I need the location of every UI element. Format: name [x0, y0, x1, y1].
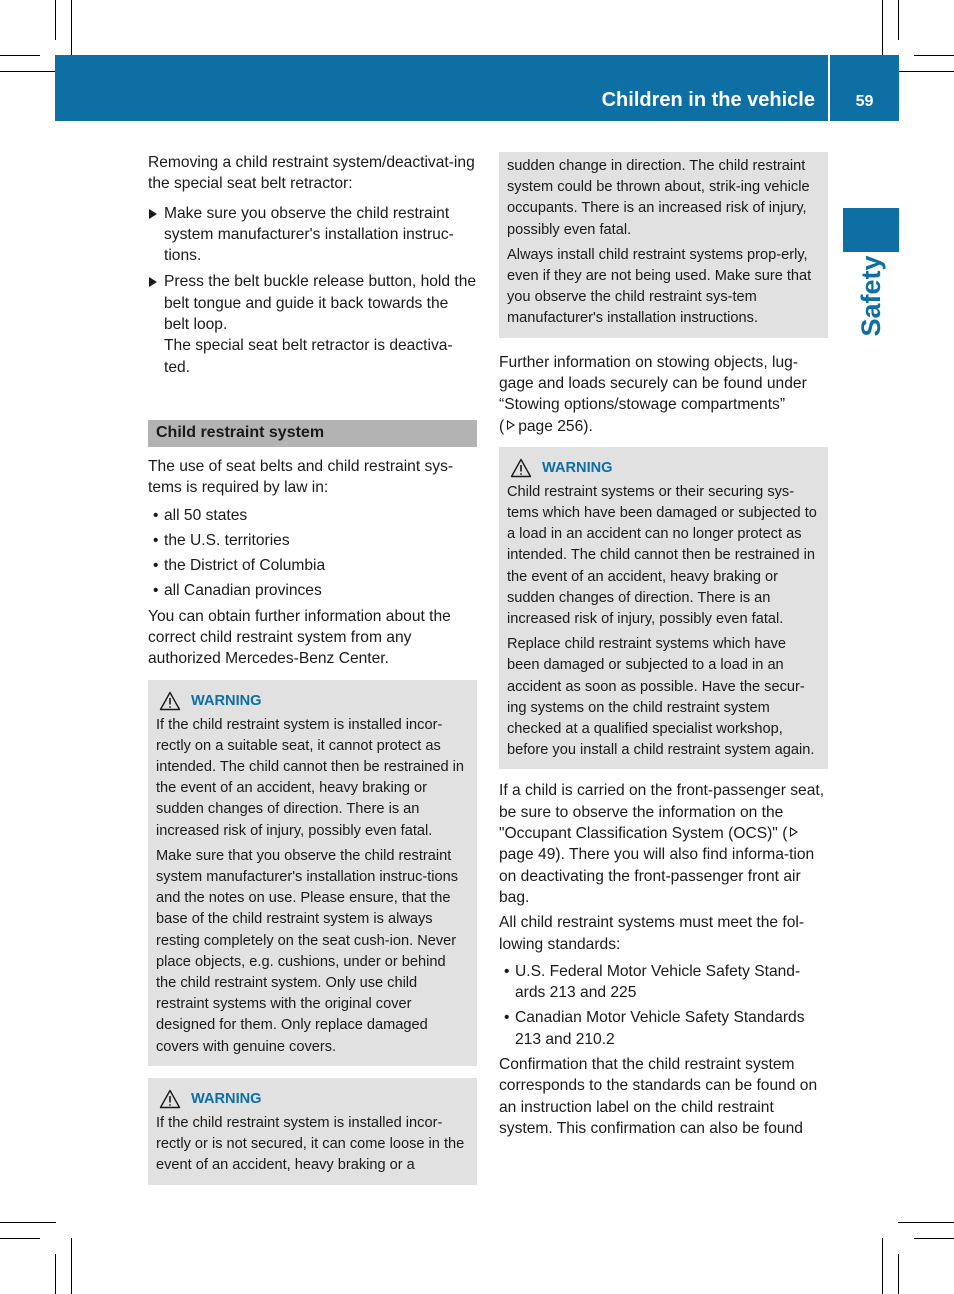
- confirmation-text: Confirmation that the child restraint system corresponds to the standards can be found on an instruction label on the child restraint system. This confirmation can also be found: [499, 1056, 818, 1137]
- page-reference-link[interactable]: page 49: [499, 846, 556, 864]
- step-result: The special seat belt retractor is deactiva-ted.: [164, 337, 453, 376]
- warning-text: Replace child restraint systems which have been damaged or subjected to a load in an accident as soon as possible. Have the secur-ing systems on the child restraint system checked at a qualified specialist workshop, before you install a child restraint system again.: [507, 636, 815, 759]
- warning-label: WARNING: [191, 692, 262, 709]
- warning-text: sudden change in direction. The child restraint system could be thrown about, strik-ing vehicle occupants. There is an increased risk of injury, possibly even fatal.: [507, 158, 810, 238]
- page-ref-arrow-icon: [790, 827, 798, 837]
- page-number: 59: [855, 93, 874, 110]
- crop-mark: [898, 1222, 954, 1223]
- warning-triangle-icon: [159, 691, 181, 711]
- more-info-text: You can obtain further information about the correct child restraint system from any authorized Mercedes-Benz Center.: [148, 607, 451, 668]
- crop-mark: [55, 0, 56, 40]
- list-item: • the District of Columbia: [148, 555, 477, 576]
- warning-label: WARNING: [191, 1090, 262, 1107]
- crop-mark: [898, 0, 899, 40]
- front-passenger-info: If a child is carried on the front-passenger seat, be sure to observe the information on the "Occupant Classification System (OCS)" (page 49). There you will also find informa-tion on deactivating the front-passenger front air bag.: [499, 782, 825, 906]
- page-header: [55, 55, 899, 121]
- warning-text: Child restraint systems or their securing sys-tems which have been damaged or subjected to a load in an accident can no longer protect as intended. The child cannot then be restrained in the event of an accident, heavy braking or sudden changes of direction. There is an increased risk of injury, possibly even fatal.: [507, 483, 817, 628]
- crop-mark: [55, 1254, 56, 1294]
- list-item: • U.S. Federal Motor Vehicle Safety Stand-ards 213 and 225: [499, 961, 828, 1004]
- crop-mark: [71, 1238, 72, 1294]
- left-column: [148, 152, 477, 1197]
- crop-mark: [0, 1238, 40, 1239]
- crop-mark: [898, 71, 954, 72]
- warning-header: [156, 691, 469, 711]
- warning-text: Make sure that you observe the child restraint system manufacturer's installation instruc-tions and the notes on use. Please ensure, that the base of the child restraint system is always resting completely on the seat cush-ion. Never place objects, e.g. cushions, under or behind the child restraint system. Only use child restraint systems with the original cover designed for them. Only replace damaged covers with genuine covers.: [156, 847, 459, 1055]
- crop-mark: [898, 1254, 899, 1294]
- warning-text: If the child restraint system is installed incor-rectly or is not secured, it can come loose in the event of an accident, heavy braking or a: [156, 1114, 465, 1174]
- front-passenger-text-continued: There you will also find informa-tion on deactivating the front-passenger front air bag.: [499, 846, 815, 906]
- stowing-info: Further information on stowing objects, lug-gage and loads securely can be found under “Stowing options/stowage compartments” ( page 256).: [499, 353, 807, 435]
- list-item: • all 50 states: [148, 505, 477, 526]
- crop-mark: [0, 1222, 56, 1223]
- section-heading: Child restraint system: [148, 420, 477, 447]
- page-ref-arrow-icon: [507, 420, 515, 430]
- right-column: [499, 152, 828, 1143]
- warning-triangle-icon: [510, 458, 532, 478]
- warning-text: Always install child restraint systems prop-erly, even if they are not being used. Make sure that you observe the child restraint sys-tem manufacturer's installation instructions.: [507, 246, 812, 327]
- crop-mark: [882, 1238, 883, 1294]
- header-divider: [828, 55, 830, 121]
- warning-box-continued: [499, 152, 828, 338]
- list-item: • Canadian Motor Vehicle Safety Standards 213 and 210.2: [499, 1007, 828, 1050]
- warning-header: [507, 458, 820, 478]
- front-passenger-text: If a child is carried on the front-passenger seat, be sure to observe the information on the "Occupant Classification System (OCS)": [499, 782, 825, 843]
- list-item: • the U.S. territories: [148, 530, 477, 551]
- standards-intro: All child restraint systems must meet the fol-lowing standards:: [499, 914, 805, 953]
- warning-triangle-icon: [159, 1089, 181, 1109]
- page-reference-link[interactable]: page 256: [518, 417, 584, 435]
- chapter-tab-label: Safety: [856, 255, 886, 337]
- warning-box: [499, 447, 828, 770]
- warning-label: WARNING: [542, 459, 613, 476]
- section-title: Children in the vehicle: [601, 89, 815, 111]
- list-item: • all Canadian provinces: [148, 580, 477, 601]
- crop-mark: [882, 0, 883, 56]
- law-intro: The use of seat belts and child restraint sys-tems is required by law in:: [148, 457, 454, 497]
- warning-box: [148, 1078, 477, 1185]
- crop-mark: [71, 0, 72, 56]
- crop-mark: [0, 55, 40, 56]
- crop-mark: [914, 55, 954, 56]
- warning-box: [148, 680, 477, 1066]
- instruction-step: Press the belt buckle release button, hold the belt tongue and guide it back towards the belt loop.: [148, 271, 477, 335]
- crop-mark: [0, 71, 56, 72]
- crop-mark: [914, 1238, 954, 1239]
- instruction-step: Make sure you observe the child restraint system manufacturer's installation instruc-tions.: [148, 203, 477, 267]
- stowing-text: Further information on stowing objects, lug-gage and loads securely can be found under “Stowing options/stowage compartments”: [499, 353, 807, 414]
- chapter-tab-marker: [843, 208, 899, 252]
- warning-header: [156, 1089, 469, 1109]
- intro-text: Removing a child restraint system/deactivat-ing the special seat belt retractor:: [148, 154, 475, 193]
- warning-text: If the child restraint system is installed incor-rectly on a suitable seat, it cannot protect as intended. The child cannot then be restrained in the event of an accident, heavy braking or sudden changes of direction. There is an increased risk of injury, possibly even fatal.: [156, 716, 465, 839]
